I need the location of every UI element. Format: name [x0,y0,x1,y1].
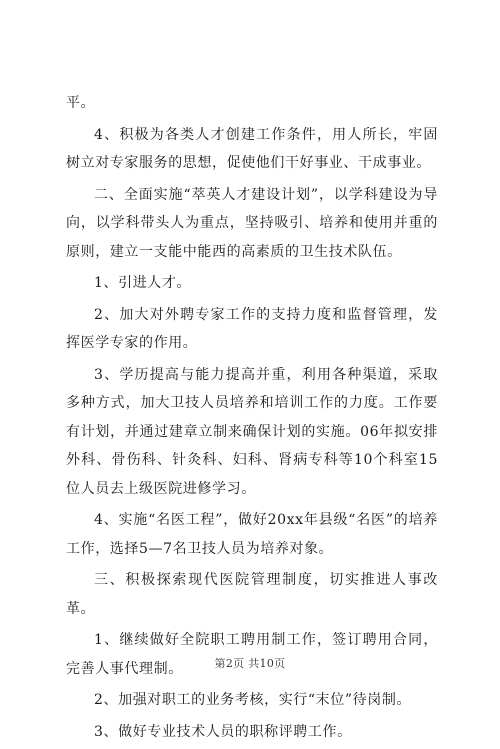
paragraph: 1、引进人才。 [94,275,192,291]
paragraph: 4、实施“名医工程”，做好20xx年县级“名医”的培养工作，选择5—7名卫技人员为培养对象。 [66,512,438,557]
paragraph: 2、加大对外聘专家工作的支持力度和监督管理，发挥医学专家的作用。 [66,306,438,351]
paragraph: 3、做好专业技术人员的职称评聘工作。 [94,723,352,740]
paragraph: 平。 [66,95,96,111]
paragraph: 2、加强对职工的业务考核，实行“末位”待岗制。 [94,692,412,708]
page-footer: 第2页 共10页 [214,657,286,670]
paragraph: 1、继续做好全院职工聘用制工作，签订聘用合同，完善人事代理制。 [66,632,438,677]
paragraph: 4、积极为各类人才创建工作条件，用人所长，牢固树立对专家服务的思想，促使他们干好事业、干成事业。 [66,126,438,171]
paragraph: 3、学历提高与能力提高并重，利用各种渠道，采取多种方式，加大卫技人员培养和培训工作的力度。工作要有计划，并通过建章立制来确保计划的实施。06年拟安排外科、骨伤科、针灸科、妇科、肾病专科等10个科室15位人员去上级医院进修学习。 [66,366,438,497]
paragraph: 三、积极探索现代医院管理制度，切实推进人事改革。 [66,572,438,617]
paragraph: 二、全面实施“萃英人才建设计划”，以学科建设为导向，以学科带头人为重点，坚持吸引、培养和使用并重的原则，建立一支能中能西的高素质的卫生技术队伍。 [66,186,438,260]
document-body [66,89,438,749]
